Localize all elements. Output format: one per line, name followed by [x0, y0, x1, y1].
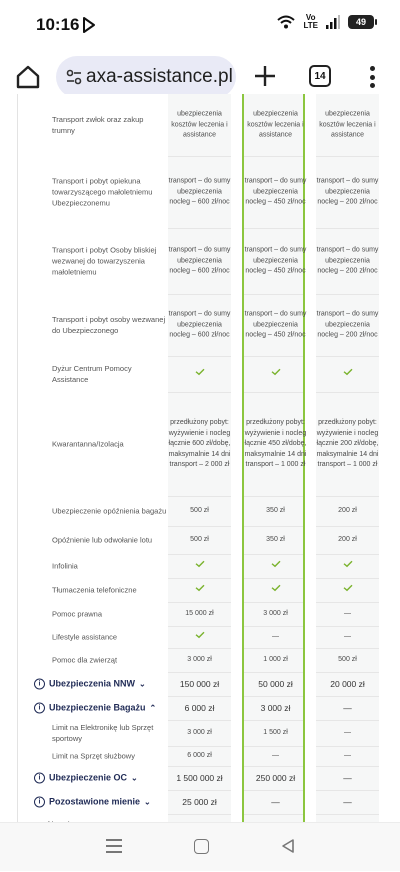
info-icon[interactable]: i	[34, 679, 45, 690]
plan-1-value: transport – do sumy ubezpieczenia nocleg – 600 zł/noc	[168, 246, 231, 275]
row-label: Transport i pobyt Osoby bliskiej wezwanej do towarzyszenia małoletniemu	[52, 245, 157, 277]
plan-1-value: przedłużony pobyt: wyżywienie i nocleg łącznie 600 zł/dobę, maksymalnie 14 dni transport – 2 000 zł	[168, 418, 231, 468]
row-label: Tłumaczenia telefoniczne	[52, 585, 137, 595]
row-label: Transport i pobyt osoby wezwanej do Ubezpieczonego	[52, 315, 166, 335]
row-label: Limit na Sprzęt służbowy	[52, 751, 135, 761]
plan-1-value: 25 000 zł	[182, 796, 217, 807]
plan-1-value: 500 zł	[190, 535, 209, 543]
plan-1-value: 6 000 zł	[187, 751, 212, 759]
check-icon	[343, 368, 353, 375]
volte-indicator: Vo LTE	[303, 13, 318, 30]
table-row	[18, 496, 393, 526]
row-label: Pomoc dla zwierząt	[52, 655, 118, 665]
table-row	[18, 156, 393, 228]
row-label: Transport i pobyt opiekuna towarzyszącego małoletniemu Ubezpieczonemu	[52, 176, 153, 208]
section-title: Pozostawione mienie	[49, 796, 141, 807]
section-toggle[interactable]	[34, 797, 174, 808]
plan-2-value: przedłużony pobyt: wyżywienie i nocleg łącznie 450 zł/dobę, maksymalnie 14 dni transport – 1 000 zł	[244, 418, 307, 468]
info-icon[interactable]: i	[34, 703, 45, 714]
plan-2-value: 250 000 zł	[255, 772, 296, 783]
table-row	[18, 94, 393, 156]
status-bar	[0, 0, 400, 50]
section-row[interactable]	[18, 696, 393, 720]
plan-3-value: 20 000 zł	[330, 678, 365, 689]
plan-3-value: ubezpieczenia kosztów leczenia i assistance	[319, 110, 376, 139]
table-row	[18, 746, 393, 766]
plan-2-value: —	[272, 632, 279, 640]
plan-1-value: 15 000 zł	[185, 609, 214, 617]
section-title: Ubezpieczenie OC	[49, 772, 128, 783]
back-icon[interactable]	[280, 838, 296, 854]
check-icon	[195, 368, 205, 375]
play-store-icon	[82, 17, 96, 33]
table-row	[18, 578, 393, 602]
table-row	[18, 626, 393, 648]
plan-1-value: 1 500 000 zł	[176, 772, 223, 783]
plan-3-value: transport – do sumy ubezpieczenia nocleg – 200 zł/noc	[316, 310, 379, 339]
row-label: Kwarantanna/Izolacja	[52, 439, 124, 449]
plan-3-value: przedłużony pobyt: wyżywienie i nocleg łącznie 200 zł/dobę, maksymalnie 14 dni transport – 1 000 zł	[316, 418, 379, 468]
plan-3-value: transport – do sumy ubezpieczenia nocleg – 200 zł/noc	[316, 246, 379, 275]
plan-1-value: 500 zł	[190, 506, 209, 514]
site-settings-icon[interactable]	[64, 67, 84, 87]
check-icon	[271, 584, 281, 591]
table-row	[18, 294, 393, 356]
table-row	[18, 720, 393, 746]
plan-1-value: 150 000 zł	[179, 678, 220, 689]
plan-3-value: —	[343, 772, 352, 783]
info-icon[interactable]: i	[34, 797, 45, 808]
row-label: Dyżur Centrum Pomocy Assistance	[52, 364, 132, 384]
plan-1-value	[168, 631, 231, 643]
tab-switcher-button[interactable]: 14	[309, 65, 331, 87]
row-label: Infolinia	[52, 561, 78, 571]
check-icon	[343, 584, 353, 591]
plan-3-value: 200 zł	[338, 506, 357, 514]
table-row	[18, 648, 393, 672]
check-icon	[195, 584, 205, 591]
url-text[interactable]: axa-assistance.pl	[86, 66, 233, 87]
chevron-icon[interactable]: ⌃	[149, 703, 157, 713]
plan-2-value: 350 zł	[266, 506, 285, 514]
plan-2-value: transport – do sumy ubezpieczenia nocleg – 450 zł/noc	[244, 310, 307, 339]
table-row	[18, 526, 393, 554]
check-icon	[271, 368, 281, 375]
plan-3-value: —	[344, 728, 351, 736]
plan-3-value: —	[344, 609, 351, 617]
plan-3-value: —	[344, 632, 351, 640]
plan-2-value: 3 000 zł	[260, 702, 291, 713]
table-row	[18, 228, 393, 294]
plan-2-value: 1 000 zł	[263, 655, 288, 663]
section-row[interactable]	[18, 790, 393, 814]
row-label: Opóźnienie lub odwołanie lotu	[52, 535, 153, 545]
plan-1-value	[168, 560, 231, 572]
battery-icon: 49	[348, 15, 374, 29]
signal-icon	[326, 15, 340, 29]
row-label: Transport zwłok oraz zakup trumny	[52, 115, 144, 135]
section-title: Ubezpieczenie Bagażu	[49, 702, 146, 713]
section-row[interactable]	[18, 672, 393, 696]
check-icon	[271, 560, 281, 567]
plan-1-value	[168, 368, 231, 380]
section-toggle[interactable]	[34, 773, 174, 784]
chevron-icon[interactable]: ⌄	[131, 773, 138, 783]
table-row	[18, 356, 393, 392]
plan-1-value: 3 000 zł	[187, 728, 212, 736]
plan-2-value: transport – do sumy ubezpieczenia nocleg – 450 zł/noc	[244, 177, 307, 206]
plan-3-value: 500 zł	[338, 655, 357, 663]
table-row	[18, 554, 393, 578]
clock: 10:16	[36, 15, 80, 34]
plan-1-value: 3 000 zł	[187, 655, 212, 663]
chevron-icon[interactable]: ⌄	[144, 797, 151, 807]
plan-2-value: ubezpieczenia kosztów leczenia i assistance	[247, 110, 304, 139]
chevron-icon[interactable]: ⌄	[139, 679, 146, 689]
section-toggle[interactable]	[34, 703, 174, 714]
recent-apps-icon[interactable]	[106, 839, 122, 853]
plan-3-value: —	[344, 751, 351, 759]
table-row	[18, 602, 393, 626]
plan-3-value: transport – do sumy ubezpieczenia nocleg – 200 zł/noc	[316, 177, 379, 206]
plan-2-value: transport – do sumy ubezpieczenia nocleg – 450 zł/noc	[244, 246, 307, 275]
section-title: Ubezpieczenia NNW	[49, 678, 136, 689]
plan-1-value: transport – do sumy ubezpieczenia nocleg – 600 zł/noc	[168, 177, 231, 206]
plan-3-value: 200 zł	[338, 535, 357, 543]
plan-3-value	[316, 368, 379, 380]
table-row	[18, 392, 393, 496]
system-nav-bar	[0, 822, 400, 871]
info-icon[interactable]: i	[34, 773, 45, 784]
plan-2-value: 50 000 zł	[258, 678, 293, 689]
check-icon	[195, 560, 205, 567]
row-label: Limit na Elektronikę lub Sprzęt sportowy	[52, 723, 154, 743]
plan-2-value: —	[272, 751, 279, 759]
plan-2-value	[244, 368, 307, 380]
plan-1-value: ubezpieczenia kosztów leczenia i assistance	[171, 110, 228, 139]
plan-2-value: —	[271, 796, 280, 807]
row-label: Ubezpieczenie opóźnienia bagażu	[52, 506, 167, 516]
plan-2-value: 350 zł	[266, 535, 285, 543]
section-toggle[interactable]	[34, 679, 174, 690]
row-label: Pomoc prawna	[52, 609, 103, 619]
plan-3-value: —	[343, 796, 352, 807]
plan-3-value: —	[343, 702, 352, 713]
plan-3-value	[316, 560, 379, 572]
plan-2-value	[244, 584, 307, 596]
check-icon	[343, 560, 353, 567]
more-menu-icon[interactable]	[366, 64, 378, 90]
section-row[interactable]	[18, 766, 393, 790]
wifi-icon	[277, 15, 295, 29]
plan-1-value: 6 000 zł	[184, 702, 215, 713]
comparison-table	[17, 94, 392, 834]
home-icon[interactable]	[14, 63, 42, 91]
address-bar[interactable]	[56, 56, 236, 98]
plan-3-value	[316, 584, 379, 596]
home-nav-icon[interactable]	[194, 839, 209, 854]
page-content	[0, 106, 400, 822]
plan-2-value	[244, 560, 307, 572]
check-icon	[195, 631, 205, 638]
plan-1-value	[168, 584, 231, 596]
row-label: Lifestyle assistance	[52, 632, 118, 642]
plan-2-value: 3 000 zł	[263, 609, 288, 617]
plan-1-value: transport – do sumy ubezpieczenia nocleg – 600 zł/noc	[168, 310, 231, 339]
new-tab-icon[interactable]	[252, 63, 278, 89]
plan-2-value: 1 500 zł	[263, 728, 288, 736]
